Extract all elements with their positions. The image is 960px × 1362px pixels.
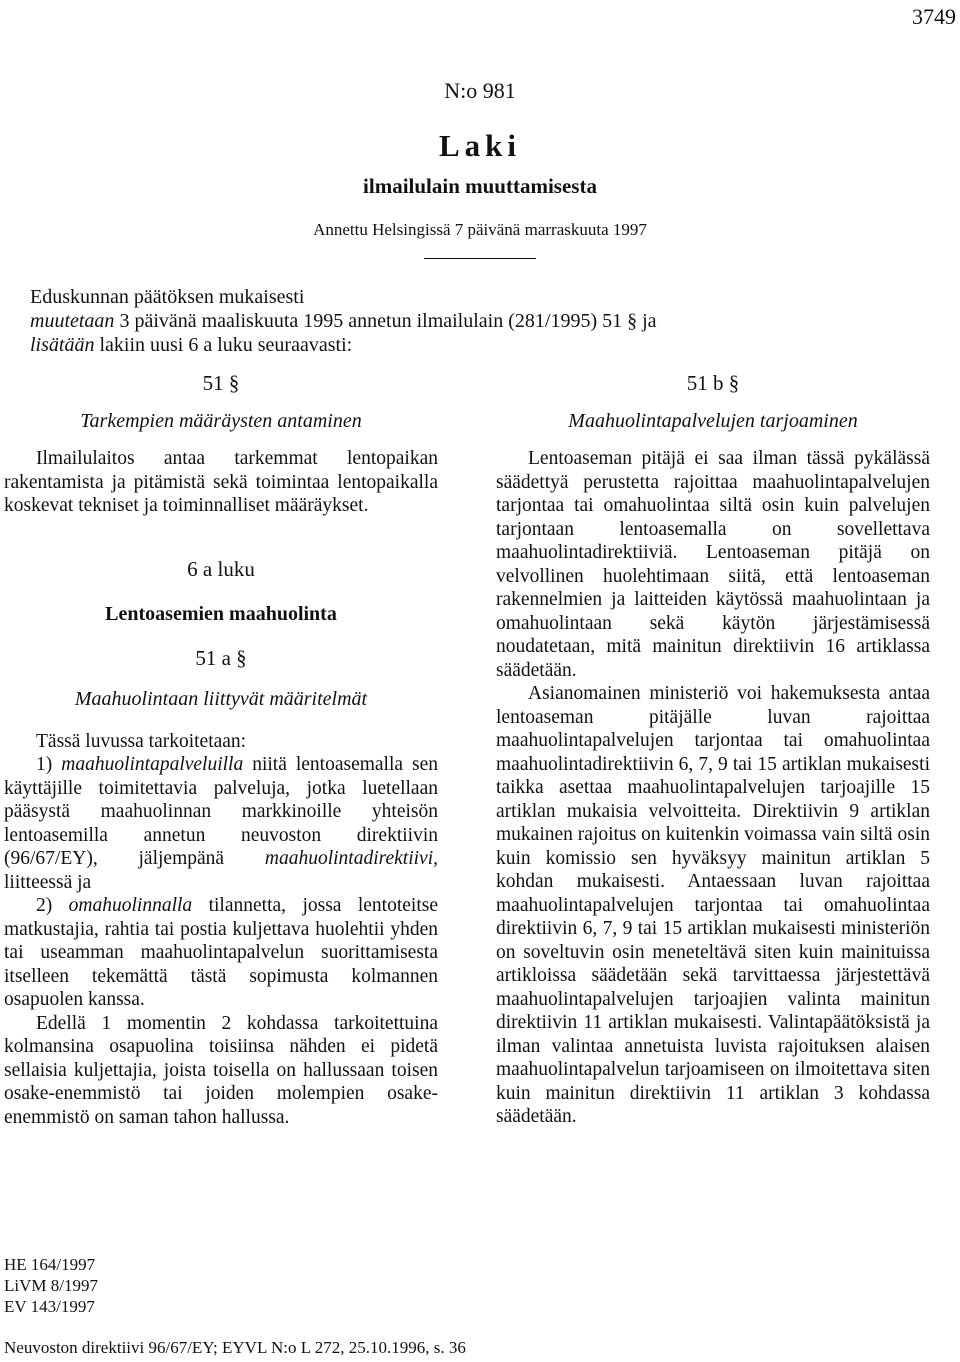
- left-column: [4, 372, 438, 1129]
- section-51b-paragraph-2: Asianomainen ministeriö voi hakemuksesta antaa lentoaseman pitäjälle luvan rajoittaa maahuolintapalvelujen tarjontaa tai omahuolintaa maahuolintadirektiivin 6, 7, 9 tai 15 artiklan mukaisesti taikka asettaa maahuolintapalvelujen tarjoajille 15 artiklan mukaisia velvoitteita. Direktiivin 9 artiklan mukainen rajoitus on kuitenkin voimassa vain siltä osin kuin komissio sen hyväksyy mainitun artiklan 5 kohdan mukaisesti. Antaessaan luvan rajoittaa maahuolintapalvelujen tarjontaa tai omahuolintaa direktiivin 6, 7, 9 tai 15 artiklan mukaisesti ministeriön on soveltuvin osin meneteltävä siten kuin mainituissa artikloissa säädetään sekä tarvittaessa järjestettävä maahuolintapalvelujen tarjoajien valinta mainitun direktiivin 11 artiklan mukaisesti. Valintapäätöksistä ja ilman valintaa annetuista luvista rajoituksen alaisen maahuolintapalvelun tarjoamiseen on ilmoitettava siten kuin mainitun direktiivin 11 artiklan 3 kohdassa säädetään.: [496, 683, 930, 1127]
- document-type: Laki: [438, 128, 522, 163]
- chapter-title: Lentoasemien maahuolinta: [105, 603, 337, 625]
- document-subtitle: ilmailulain muuttamisesta: [363, 174, 597, 198]
- section-51a-intro: Tässä luvussa tarkoitetaan:: [36, 730, 247, 752]
- legislative-references: [4, 1254, 98, 1317]
- footnote: Neuvoston direktiivi 96/67/EY; EYVL N:o L 272, 25.10.1996, s. 36: [4, 1338, 466, 1357]
- intro-line-3: [30, 333, 930, 357]
- intro-amend-text: 3 päivänä maaliskuuta 1995 annetun ilmailulain (281/1995) 51 § ja: [114, 310, 657, 332]
- section-51b-title: Maahuolintapalvelujen tarjoaminen: [568, 409, 858, 432]
- title-divider: [424, 258, 536, 259]
- section-51a-title: Maahuolintaan liittyvät määritelmät: [74, 688, 368, 710]
- section-51b-number: 51 b §: [686, 371, 740, 395]
- definition-1-term: maahuolintapalveluilla: [61, 754, 244, 775]
- intro-line-2: [30, 309, 930, 333]
- ref-parliament-reply: EV 143/1997: [4, 1297, 95, 1316]
- right-column: [496, 372, 930, 1129]
- section-51-text: Ilmailulaitos antaa tarkemmat lentopaikan rakentamista ja pitämistä sekä toimintaa lentopaikalla koskevat tekniset ja toiminnalliset määräykset.: [4, 448, 438, 516]
- definition-1-abbrev: maahuolintadirektiivi,: [264, 848, 438, 869]
- definition-1-end: liitteessä ja: [4, 871, 92, 893]
- section-51-title: Tarkempien määräysten antaminen: [80, 409, 362, 432]
- chapter-number: 6 a luku: [187, 556, 255, 581]
- intro-add-text: lakiin uusi 6 a luku seuraavasti:: [94, 334, 353, 356]
- section-51b-paragraph-1: Lentoaseman pitäjä ei saa ilman tässä pykälässä säädettyä perustetta rajoittaa maahuolintapalvelujen tarjontaa tai omahuolintaa siltä osin kuin palvelujen tarjontaan lentoasemalla on sovellettava maahuolintadirektiiviä. Lentoaseman pitäjä on velvollinen huolehtimaan siitä, että lentoaseman rakennelmien ja laitteiden käytössä maahuolintaan ja omahuolintaan sekä käytön järjestämisessä noudatetaan, mitä mainitun direktiivin 16 artiklassa säädetään.: [496, 448, 930, 681]
- statute-number: N:o 981: [444, 78, 516, 103]
- definition-2: [4, 894, 438, 1012]
- intro-amend-keyword: muutetaan: [30, 310, 115, 332]
- page-number: 3749: [912, 4, 956, 29]
- given-date: Annettu Helsingissä 7 päivänä marraskuuta 1997: [313, 220, 647, 239]
- definition-1-text: niitä lentoasemalla sen käyttäjille toimitettavia palveluja, jotka luetellaan pääsystä maahuolinnan markkinoille yhteisön lentoasemilla annetun neuvoston direktiivin (96/67/EY), jäljempänä: [4, 754, 439, 869]
- definition-1: [4, 753, 438, 894]
- ref-government-proposal: HE 164/1997: [4, 1255, 96, 1274]
- section-51a-number: 51 a §: [195, 645, 247, 670]
- definition-2-num: 2): [36, 895, 69, 916]
- intro-line-1: Eduskunnan päätöksen mukaisesti: [30, 286, 305, 308]
- section-51a-paragraph-2: Edellä 1 momentin 2 kohdassa tarkoitettuina kolmansina osapuolina toisiinsa nähden ei pidetä sellaisia kuljettajia, joista toisella on hallussaan toisen osake-enemmistö tai joiden molempien osake-enemmistö on saman tahon hallussa.: [4, 1012, 438, 1128]
- definition-1-num: 1): [36, 754, 62, 775]
- definition-2-text: tilannetta, jossa lentoteitse matkustajia, rahtia tai postia kuljettava huolehtii yhden tai useamman maahuolintapalvelun suorittamisesta itselleen tekemättä tästä sopimusta kolmannen osapuolen kanssa.: [4, 895, 439, 1010]
- definition-2-term: omahuolinnalla: [68, 895, 193, 916]
- section-51-number: 51 §: [202, 371, 240, 395]
- ref-committee-report: LiVM 8/1997: [4, 1276, 98, 1295]
- intro-add-keyword: lisätään: [30, 334, 95, 356]
- intro-block: [30, 285, 930, 357]
